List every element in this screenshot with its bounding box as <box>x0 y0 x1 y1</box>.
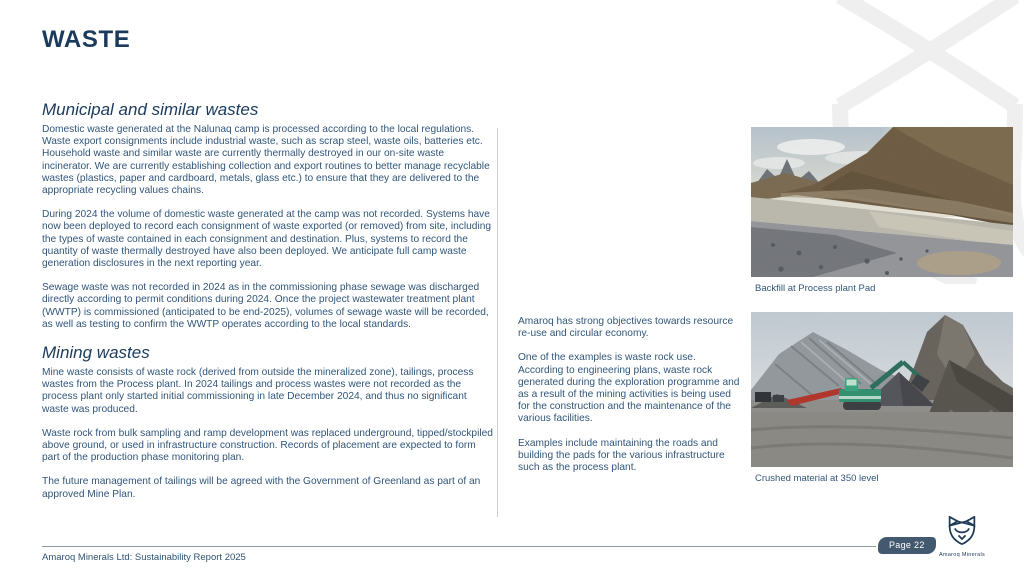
amaroq-fox-icon <box>946 516 978 546</box>
body-paragraph: One of the examples is waste rock use. According to engineering plans, waste rock generated during the exploration programme and as a result of the mining activities is being used for the construction and the maintenance of the various facilities. <box>518 352 740 425</box>
body-paragraph: Mine waste consists of waste rock (derived from outside the mineralized zone), tailings, process wastes from the Process plant. In 2024 tailings and process wastes were not recorded as the process plant only started initial commissioning in late December 2024, and thus no significant waste was produced. <box>42 367 474 415</box>
amaroq-logo <box>934 516 990 558</box>
photo-caption: Backfill at Process plant Pad <box>755 283 876 294</box>
body-paragraph: Waste rock from bulk sampling and ramp development was replaced underground, tipped/stockpiled above ground, or used in infrastructure construction. Records of placement are expected to form part of the production phase monitoring plan. <box>42 427 493 464</box>
page-title: WASTE <box>42 26 131 53</box>
column-divider <box>497 128 498 517</box>
body-paragraph: During 2024 the volume of domestic waste generated at the camp was not recorded. Systems have now been deployed to record each consignment of waste exported (or removed) from site, including the types of waste contained in each consignment and destination. Plus, systems to record the quantity of waste thermally destroyed have also been deployed. We anticipate full camp waste generation disclosures in the next reporting year. <box>42 209 492 270</box>
left-column <box>42 100 494 513</box>
middle-column <box>518 316 740 486</box>
photo-backfill-process-plant-pad <box>751 127 1013 294</box>
body-paragraph: Sewage waste was not recorded in 2024 as in the commissioning phase sewage was discharged directly according to permit conditions during 2024. Once the project wastewater treatment plant (WWTP) is commissioned (anticipated to be end-2025), volumes of sewage waste will be recorded, as well as testing to confirm the WWTP operates according to the local standards. <box>42 282 489 330</box>
body-paragraph: The future management of tailings will be agreed with the Government of Greenland as part of an approved Mine Plan. <box>42 476 481 500</box>
page-number-badge: Page 22 <box>878 537 936 554</box>
photo-crushed-material-350-level <box>751 312 1013 484</box>
section-heading-municipal-wastes: Municipal and similar wastes <box>42 100 259 119</box>
footer-divider <box>42 546 876 547</box>
body-paragraph: Examples include maintaining the roads and building the pads for the various infrastructure such as the process plant. <box>518 437 725 474</box>
photo-caption: Crushed material at 350 level <box>755 473 879 484</box>
section-heading-mining-wastes: Mining wastes <box>42 343 150 363</box>
body-paragraph: Amaroq has strong objectives towards resource re-use and circular economy. <box>518 316 734 340</box>
footer-report-title: Amaroq Minerals Ltd: Sustainability Report 2025 <box>42 552 246 563</box>
body-paragraph: Domestic waste generated at the Nalunaq camp is processed according to the local regulations. Waste export consignments include industrial waste, such as scrap steel, waste oils, batteries etc. Household waste and similar waste are currently thermally destroyed in our on-site waste incinerator. We are currently establishing collection and export routines to better manage recyclable wastes (plastics, paper and cardboard, metals, glass etc.) to ensure that they are delivered to the appropriate recycling values chains. <box>42 124 490 197</box>
backfill-photo-image <box>751 127 1013 277</box>
crushed-material-photo-image <box>751 312 1013 467</box>
amaroq-logo-label: Amaroq Minerals <box>938 552 986 558</box>
